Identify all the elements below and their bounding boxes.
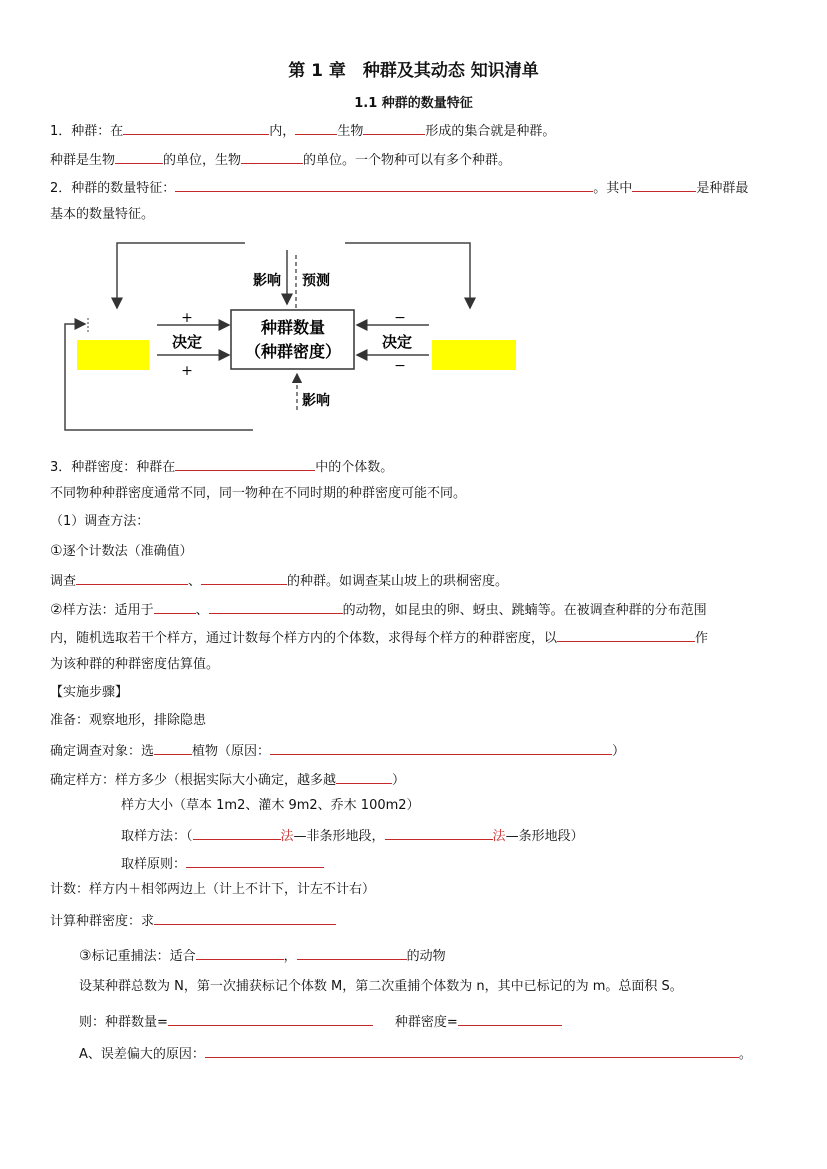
paragraph-6: （1）调查方法：	[50, 514, 150, 529]
step-quadrat: 确定样方：样方多少（根据实际大小确定，越多越 ）	[50, 769, 405, 790]
highlight-right	[432, 340, 516, 370]
plus-bottom: +	[181, 363, 193, 379]
blank-field[interactable]	[205, 1043, 739, 1058]
blank-field[interactable]	[196, 945, 284, 960]
paragraph-3: 2．种群的数量特征： 。其中 是种群最	[50, 177, 748, 198]
paragraph-7: ①逐个计数法（准确值）	[50, 543, 193, 559]
center-label-1: 种群数量	[260, 318, 326, 337]
blank-field[interactable]	[385, 825, 493, 840]
blank-field[interactable]	[295, 120, 337, 135]
paragraph-9: ②样方法：适用于 、 的动物，如昆虫的卵、蚜虫、跳蝻等。在被调查种群的分布范围	[50, 599, 707, 620]
blank-field[interactable]	[209, 599, 343, 614]
bottom-loop-line	[65, 324, 253, 430]
step-sampling-method: 取样方法：（ 法—非条形地段， 法—条形地段）	[121, 825, 584, 846]
paragraph-4: 3．种群密度：种群在 中的个体数。	[50, 456, 393, 477]
step-prepare: 准备：观察地形，排除隐患	[50, 713, 207, 728]
highlight-left	[77, 340, 149, 370]
label-decide-left: 决定	[171, 333, 203, 351]
top-loop-line	[117, 243, 245, 308]
minus-top: −	[394, 310, 406, 326]
paragraph-formula: 则：种群数量= 种群密度=	[79, 1011, 562, 1032]
population-diagram	[55, 230, 525, 440]
step-sampling-principle: 取样原则：	[121, 853, 324, 874]
paragraph-1: 1．种群：在 内， 生物 形成的集合就是种群。	[50, 120, 555, 141]
paragraph-11: 为该种群的种群密度估算值。	[50, 657, 220, 672]
paragraph-error: A、误差偏大的原因： 。	[79, 1043, 752, 1064]
section-title: 1.1 种群的数量特征	[354, 96, 473, 111]
blank-field[interactable]	[241, 149, 303, 164]
blank-field[interactable]	[557, 627, 695, 642]
step-count: 计数：样方内＋相邻两边上（计上不计下，计左不计右）	[50, 882, 376, 897]
center-label-2: （种群密度）	[244, 342, 342, 361]
paragraph-formula-setup: 设某种群总数为 N，第一次捕获标记个体数 M，第二次重捕个体数为 n，其中已标记的为 m。总面积 S。	[79, 979, 683, 994]
blank-field[interactable]	[76, 570, 188, 585]
step-target: 确定调查对象：选 植物（原因： ）	[50, 740, 625, 761]
label-influence-top: 影响	[253, 273, 281, 289]
blank-field[interactable]	[336, 769, 392, 784]
blank-field[interactable]	[632, 177, 696, 192]
blank-field[interactable]	[175, 456, 315, 471]
blank-field[interactable]	[458, 1011, 562, 1026]
plus-top: +	[181, 310, 193, 326]
blank-field[interactable]	[193, 825, 281, 840]
label-decide-right: 决定	[381, 333, 413, 351]
blank-field[interactable]	[154, 599, 196, 614]
paragraph-mark-recapture: ③标记重捕法：适合 ， 的动物	[79, 945, 446, 966]
blank-field[interactable]	[168, 1011, 373, 1026]
blank-field[interactable]	[201, 570, 287, 585]
paragraph-5: 不同物种种群密度通常不同，同一物种在不同时期的种群密度可能不同。	[50, 486, 467, 501]
paragraph-10: 内，随机选取若干个样方，通过计数每个样方内的个体数，求得每个样方的种群密度，以 作	[50, 627, 708, 648]
label-influence-bottom: 影响	[302, 393, 330, 409]
step-calc: 计算种群密度：求	[50, 910, 336, 931]
paragraph-8: 调查 、 的种群。如调查某山坡上的珙桐密度。	[50, 570, 508, 591]
blank-field[interactable]	[115, 149, 163, 164]
paragraph-2: 种群是生物 的单位，生物 的单位。一个物种可以有多个种群。	[50, 149, 511, 170]
blank-field[interactable]	[154, 910, 336, 925]
steps-heading: 【实施步骤】	[50, 685, 129, 700]
page-title: 第 1 章 种群及其动态 知识清单	[288, 61, 539, 81]
blank-field[interactable]	[297, 945, 407, 960]
minus-bottom: −	[394, 358, 406, 374]
blank-field[interactable]	[270, 740, 612, 755]
label-predict: 预测	[302, 273, 330, 289]
blank-field[interactable]	[123, 120, 269, 135]
blank-field[interactable]	[363, 120, 425, 135]
blank-field[interactable]	[154, 740, 192, 755]
top-loop-line-right	[345, 243, 470, 308]
blank-field[interactable]	[175, 177, 593, 192]
step-quadrat-size: 样方大小（草本 1m2、灌木 9m2、乔木 100m2）	[121, 798, 420, 813]
paragraph-3-cont: 基本的数量特征。	[50, 207, 155, 222]
blank-field[interactable]	[186, 853, 324, 868]
